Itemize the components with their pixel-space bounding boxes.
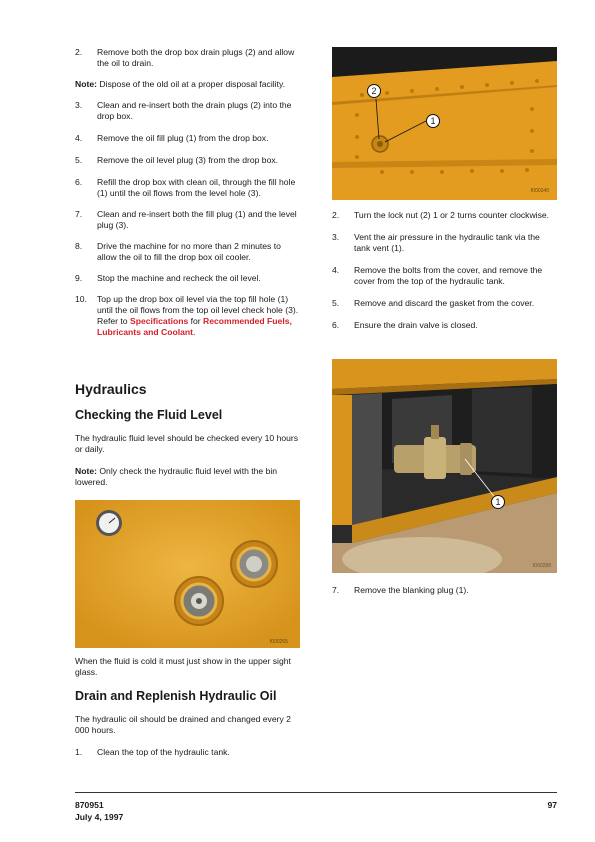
footer-date: July 4, 1997 — [75, 812, 124, 822]
footer-doc-number: 870951 — [75, 800, 104, 810]
step-4-cover: 4. Remove the bolts from the cover, and remove the cover from the top of the hydraulic tank. — [332, 265, 543, 286]
step-10: 10. Top up the drop box oil level via the top fill hole (1) until the oil flows from the top oil level check hole (3). Refer to Specifications for Recommended Fuels, Lubricants and Coolant. — [75, 294, 299, 337]
footer-page-number: 97 — [547, 800, 557, 810]
callout-1: 1 — [426, 114, 440, 128]
callout-1: 1 — [491, 495, 505, 509]
recommended-fuels-link[interactable]: Recommended Fuels, Lubricants and Coolant — [97, 316, 292, 337]
tank-cover-illustration — [332, 47, 557, 200]
step-9: 9. Stop the machine and recheck the oil level. — [75, 273, 261, 283]
step-7: 7. Clean and re-insert both the fill plug (1) and the level plug (3). — [75, 209, 297, 230]
step-3: 3. Clean and re-insert both the drain plugs (2) into the drop box. — [75, 100, 292, 121]
figure-code: f000340 — [530, 188, 549, 194]
callout-2: 2 — [367, 84, 381, 98]
right-steps-list — [332, 210, 557, 331]
step-6-drain-valve: 6. Ensure the drain valve is closed. — [332, 320, 478, 330]
step-5-gasket: 5. Remove and discard the gasket from the cover. — [332, 298, 535, 308]
sight-glass-illustration — [75, 500, 300, 648]
step-5: 5. Remove the oil level plug (3) from the drop box. — [75, 155, 279, 165]
step-1-clean-tank: 1. Clean the top of the hydraulic tank. — [75, 747, 230, 757]
checking-text: The hydraulic fluid level should be checked every 10 hours or daily. — [75, 433, 299, 454]
step-7-blanking-plug: 7. Remove the blanking plug (1). — [332, 585, 469, 595]
drain-valve-illustration — [332, 359, 557, 573]
left-steps-list — [75, 100, 299, 284]
left-column — [75, 47, 299, 338]
specifications-link[interactable]: Specifications — [129, 316, 189, 326]
cold-fluid-text: When the fluid is cold it must just show in the upper sight glass. — [75, 656, 291, 677]
step-2-drain-plugs: 2. Remove both the drop box drain plugs (2) and allow the oil to drain. — [75, 47, 295, 68]
drain-valve-figure — [332, 359, 557, 573]
figure-code: f000288 — [532, 563, 551, 569]
step-2-lock-nut: 2. Turn the lock nut (2) 1 or 2 turns counter clockwise. — [332, 210, 550, 220]
drain-text: The hydraulic oil should be drained and changed every 2 000 hours. — [75, 714, 291, 735]
figure-code: f000265 — [269, 639, 288, 645]
step-3-vent: 3. Vent the air pressure in the hydraulic tank via the tank vent (1). — [332, 232, 540, 253]
hydraulics-heading: Hydraulics — [75, 381, 147, 397]
sight-glass-figure — [75, 500, 300, 648]
drain-replenish-heading: Drain and Replenish Hydraulic Oil — [75, 689, 277, 703]
note-disposal: Note: Dispose of the old oil at a proper disposal facility. — [75, 79, 286, 89]
step-6: 6. Refill the drop box with clean oil, through the fill hole (1) until the oil flows from the level hole (3). — [75, 177, 296, 198]
note-bin-lowered: Note: Only check the hydraulic fluid level with the bin lowered. — [75, 466, 278, 487]
tank-cover-figure — [332, 47, 557, 200]
footer-rule — [75, 792, 557, 793]
step-4: 4. Remove the oil fill plug (1) from the drop box. — [75, 133, 269, 143]
step-8: 8. Drive the machine for no more than 2 minutes to allow the oil to fill the drop box oil cooler. — [75, 241, 281, 262]
checking-fluid-heading: Checking the Fluid Level — [75, 408, 223, 422]
